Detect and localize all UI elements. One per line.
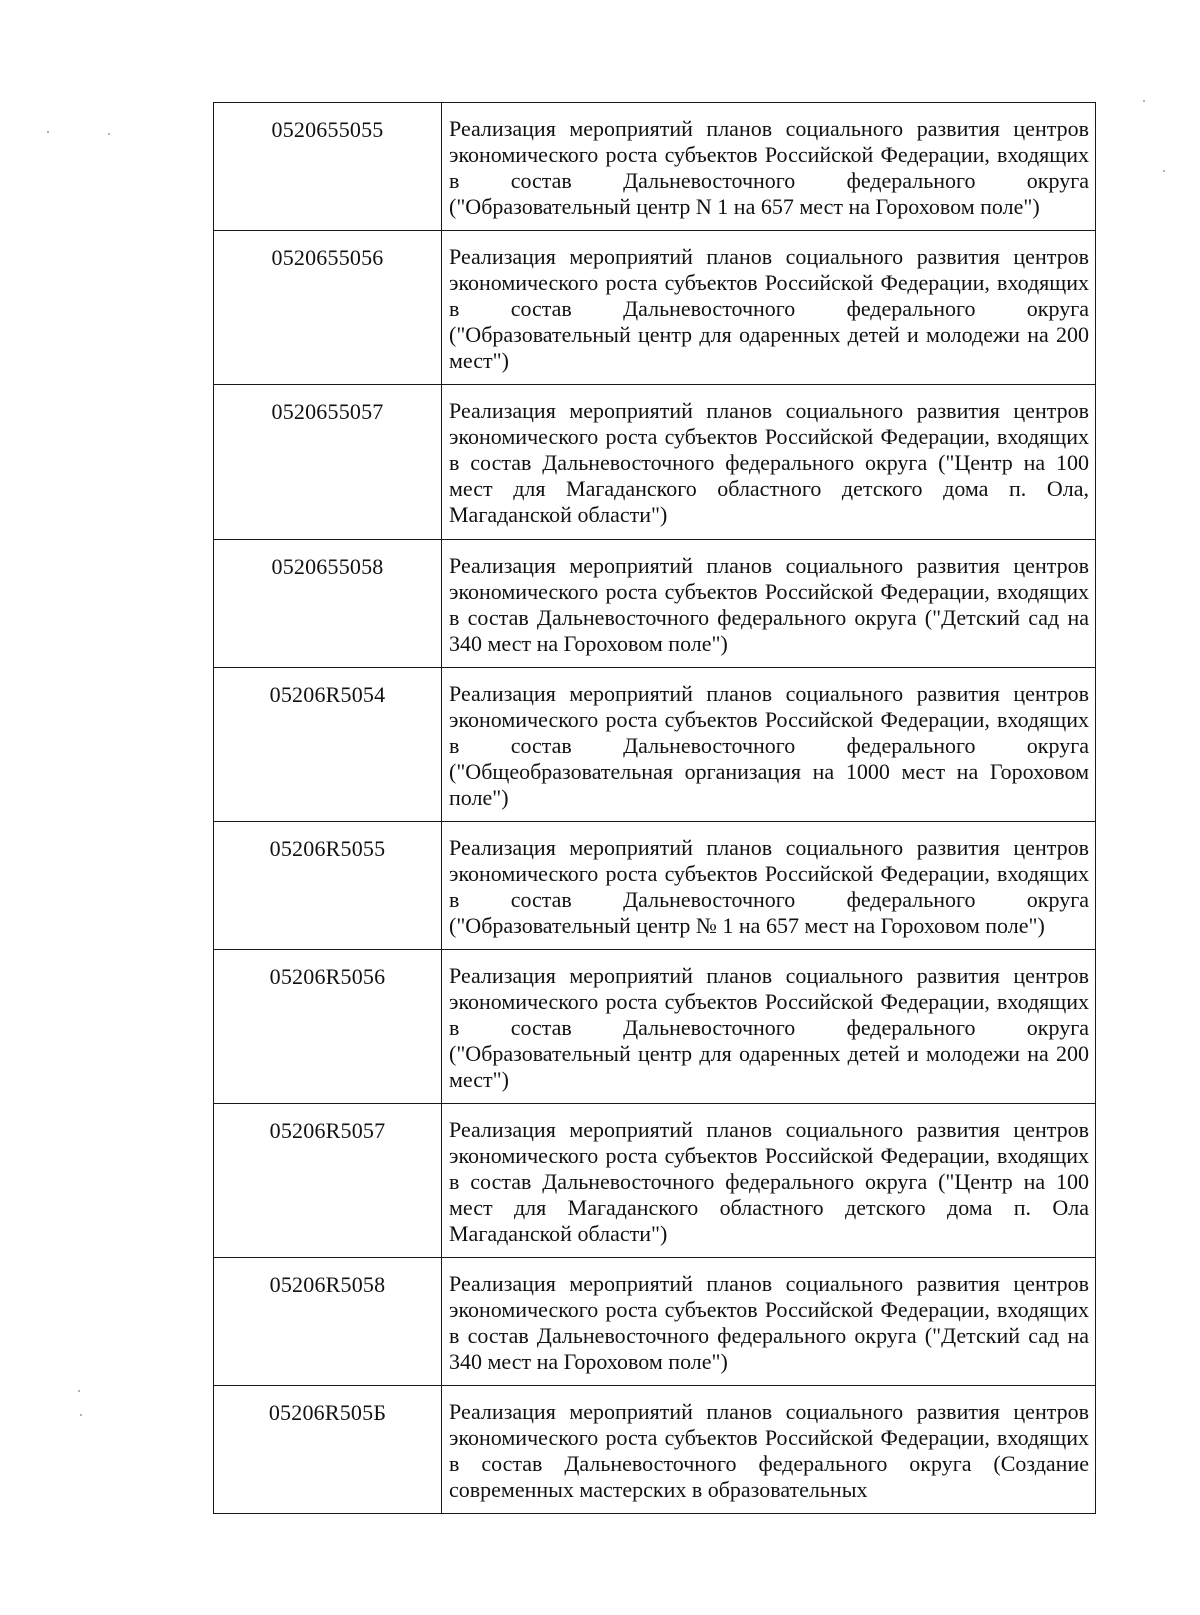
table-row: [214, 950, 1096, 1104]
scan-speck: [47, 131, 49, 133]
budget-code-table: [213, 102, 1096, 1514]
description-cell: Реализация мероприятий планов социального развития центров экономического роста субъектов Российской Федерации, входящих в состав Дальневосточного федерального округа ("Центр на 100 мест для Магаданского областного детского дома п. Ола Магаданской области"): [442, 1104, 1096, 1258]
code-cell: 05206R5058: [214, 1258, 442, 1386]
description-cell: Реализация мероприятий планов социального развития центров экономического роста субъектов Российской Федерации, входящих в состав Дальневосточного федерального округа (Создание современных мастерских в образовательных: [442, 1386, 1096, 1514]
description-cell: Реализация мероприятий планов социального развития центров экономического роста субъектов Российской Федерации, входящих в состав Дальневосточного федерального округа ("Детский сад на 340 мест на Гороховом поле"): [442, 1258, 1096, 1386]
scan-speck: [78, 1390, 80, 1392]
description-cell: Реализация мероприятий планов социального развития центров экономического роста субъектов Российской Федерации, входящих в состав Дальневосточного федерального округа ("Образовательный центр для одаренных детей и молодежи на 200 мест"): [442, 231, 1096, 385]
code-cell: 05206R5056: [214, 950, 442, 1104]
table-row: [214, 1258, 1096, 1386]
description-cell: Реализация мероприятий планов социального развития центров экономического роста субъектов Российской Федерации, входящих в состав Дальневосточного федерального округа ("Образовательный центр N 1 на 657 мест на Гороховом поле"): [442, 103, 1096, 231]
table-row: [214, 231, 1096, 385]
code-cell: 0520655055: [214, 103, 442, 231]
code-cell: 05206R5055: [214, 822, 442, 950]
table-row: [214, 1104, 1096, 1258]
table-row: [214, 540, 1096, 668]
description-cell: Реализация мероприятий планов социального развития центров экономического роста субъектов Российской Федерации, входящих в состав Дальневосточного федерального округа ("Центр на 100 мест для Магаданского областного детского дома п. Ола, Магаданской области"): [442, 385, 1096, 540]
table-row: [214, 385, 1096, 540]
code-cell: 0520655057: [214, 385, 442, 540]
code-cell: 05206R5054: [214, 668, 442, 822]
scan-speck: [1143, 100, 1145, 102]
table-row: [214, 668, 1096, 822]
description-cell: Реализация мероприятий планов социального развития центров экономического роста субъектов Российской Федерации, входящих в состав Дальневосточного федерального округа ("Образовательный центр для одаренных детей и молодежи на 200 мест"): [442, 950, 1096, 1104]
description-cell: Реализация мероприятий планов социального развития центров экономического роста субъектов Российской Федерации, входящих в состав Дальневосточного федерального округа ("Образовательный центр № 1 на 657 мест на Гороховом поле"): [442, 822, 1096, 950]
table-row: [214, 103, 1096, 231]
scan-speck: [108, 133, 110, 135]
table-row: [214, 822, 1096, 950]
table-row: [214, 1386, 1096, 1514]
scan-speck: [80, 1414, 82, 1416]
code-cell: 05206R505Б: [214, 1386, 442, 1514]
code-cell: 05206R5057: [214, 1104, 442, 1258]
description-cell: Реализация мероприятий планов социального развития центров экономического роста субъектов Российской Федерации, входящих в состав Дальневосточного федерального округа ("Детский сад на 340 мест на Гороховом поле"): [442, 540, 1096, 668]
scan-speck: [1163, 170, 1165, 172]
code-cell: 0520655058: [214, 540, 442, 668]
code-cell: 0520655056: [214, 231, 442, 385]
description-cell: Реализация мероприятий планов социального развития центров экономического роста субъектов Российской Федерации, входящих в состав Дальневосточного федерального округа ("Общеобразовательная организация на 1000 мест на Гороховом поле"): [442, 668, 1096, 822]
